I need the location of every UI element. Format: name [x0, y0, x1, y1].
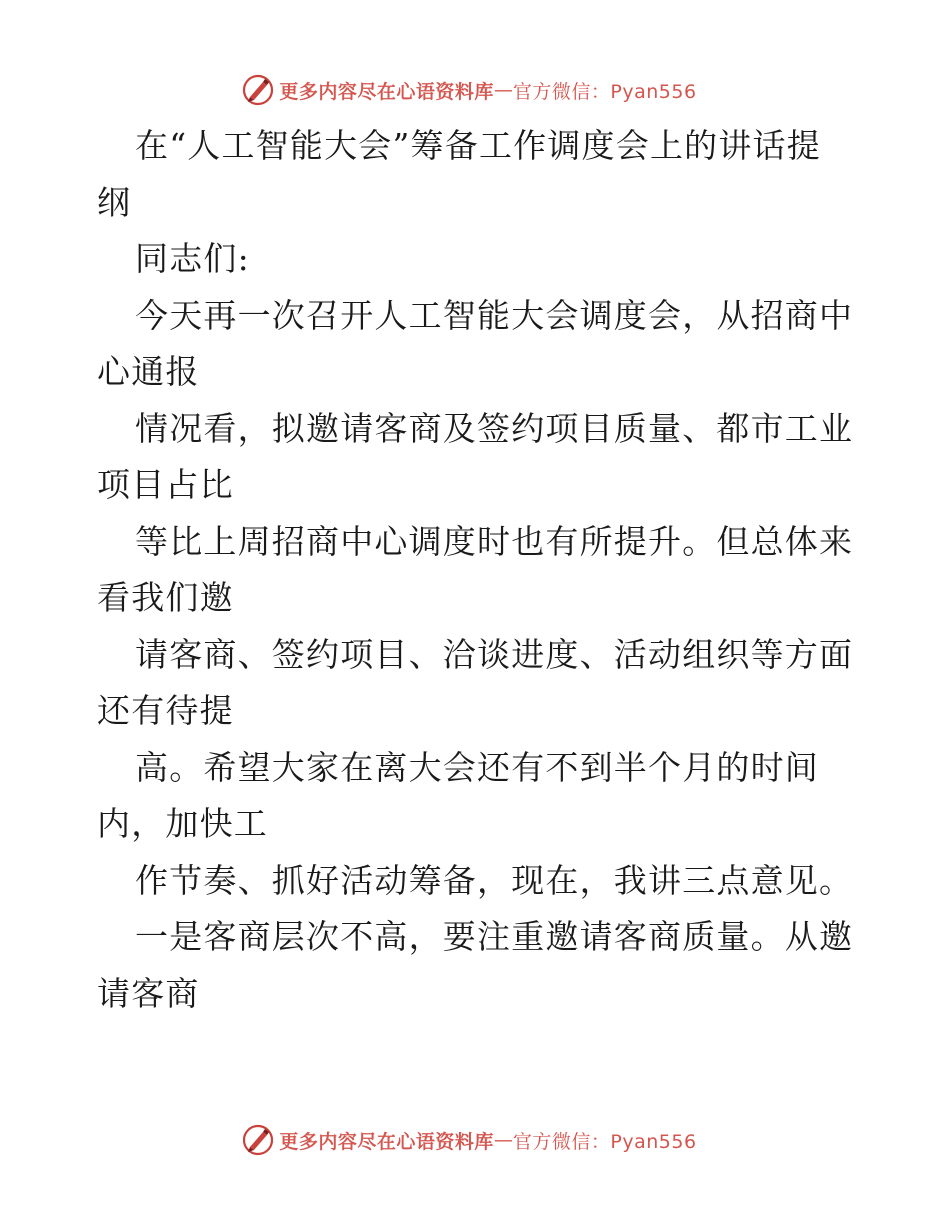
pen-logo-icon — [241, 73, 275, 107]
text-line: 内，加快工 — [97, 804, 268, 843]
text-line: 等比上周招商中心调度时也有所提升。但总体来 — [135, 521, 854, 561]
text-line: 请客商 — [97, 973, 200, 1013]
text-line: 高。希望大家在离大会还有不到半个月的时间 — [135, 747, 819, 787]
document-body — [97, 118, 857, 1022]
text-line: 今天再一次召开人工智能大会调度会，从招商中 — [135, 295, 854, 335]
text-line: 看我们邀 — [97, 578, 234, 617]
text-line: 情况看，拟邀请客商及签约项目质量、都市工业 — [135, 408, 854, 448]
banner-title: 更多内容尽在心语资料库 — [279, 1130, 494, 1153]
header-banner — [0, 68, 950, 112]
banner-contact: 官方微信：Pyan556 — [512, 80, 697, 103]
pen-logo-icon — [241, 1123, 275, 1157]
text-line: 心通报 — [97, 352, 200, 391]
text-line: 同志们: — [135, 239, 250, 278]
text-line: 一是客商层次不高，要注重邀请客商质量。从邀 — [135, 917, 854, 956]
footer-banner — [0, 1118, 950, 1162]
banner-separator: — — [493, 79, 513, 101]
banner-separator: — — [493, 1129, 513, 1151]
text-line: 作节奏、抓好活动筹备，现在，我讲三点意见。 — [135, 860, 854, 900]
text-line: 纲 — [97, 182, 132, 222]
text-line: 在“人工智能大会”筹备工作调度会上的讲话提 — [135, 126, 821, 165]
banner-contact: 官方微信：Pyan556 — [512, 1130, 697, 1153]
text-line: 请客商、签约项目、洽谈进度、活动组织等方面 — [135, 634, 854, 674]
banner-title: 更多内容尽在心语资料库 — [279, 80, 494, 103]
text-line: 还有待提 — [97, 691, 234, 730]
text-line: 项目占比 — [97, 465, 234, 504]
